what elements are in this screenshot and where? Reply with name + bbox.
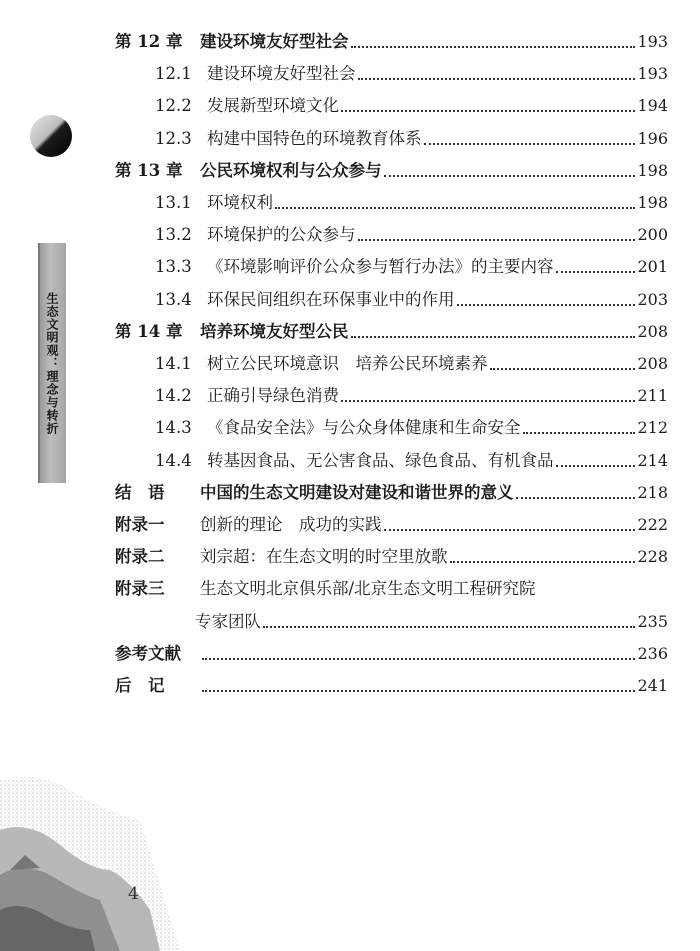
toc-row [115,632,668,664]
toc-leader [351,335,636,338]
toc-title: 刘宗超：在生态文明的时空里放歌 [200,547,448,567]
toc-leader [516,496,636,499]
toc-number: 12.2 [155,96,192,116]
toc-row [155,278,668,310]
toc-title: 专家团队 [195,611,261,631]
toc-leader [263,625,635,628]
toc-row [155,117,668,149]
toc-page-number: 222 [637,515,668,534]
toc-leader [457,303,636,306]
toc-title: 《食品安全法》与公众身体健康和生命安全 [207,418,521,438]
toc-row [115,310,668,342]
toc-number: 第 14 章 [115,321,183,341]
toc-number: 14.4 [155,450,192,470]
toc-title: 环境保护的公众参与 [207,225,356,245]
toc-row [155,52,668,84]
side-tab-label: 生态文明观：理念与转折 [45,292,59,435]
toc-row [155,245,668,277]
toc-leader [424,142,636,145]
toc-title: 中国的生态文明建设对建设和谐世界的意义 [200,482,514,502]
toc-leader [202,657,635,660]
toc-title: 环境权利 [207,193,273,212]
toc-page-number: 208 [637,321,668,341]
toc-page-number: 208 [637,354,668,373]
toc-page-number: 241 [637,676,668,695]
toc-page-number: 194 [637,96,668,116]
toc-number: 13.1 [155,193,192,212]
toc-title: 建设环境友好型社会 [207,64,356,84]
toc-row [155,406,668,438]
toc-leader [450,560,636,563]
toc-number: 附录一 [115,515,165,534]
toc-number: 结 语 [115,482,165,502]
toc-row [155,439,668,471]
toc-row [115,567,668,599]
toc-row [155,342,668,374]
toc-row [155,181,668,213]
toc-page-number: 235 [637,611,668,631]
toc-number: 后 记 [115,676,165,695]
toc-leader [351,45,636,48]
toc-page-number: 198 [637,193,668,212]
toc-number: 12.1 [155,64,192,84]
toc-leader [341,399,635,402]
toc-number: 第 13 章 [115,160,183,180]
toc-title: 生态文明北京俱乐部/北京生态文明工程研究院 [200,579,536,599]
toc-leader [523,431,636,434]
toc-title: 转基因食品、无公害食品、绿色食品、有机食品 [207,450,554,470]
toc-number: 附录三 [115,579,165,599]
page-number: 4 [128,884,139,904]
toc-leader [490,367,636,370]
toc-number: 14.2 [155,386,192,406]
toc-page-number: 203 [637,289,668,309]
toc-page-number: 218 [637,482,668,502]
toc-page-number: 196 [637,128,668,148]
toc-number: 参考文献 [115,643,181,663]
toc-page-number: 193 [637,32,668,51]
toc-number: 13.3 [155,257,192,277]
toc-row [115,471,668,503]
toc-page-number: 236 [637,643,668,663]
toc-title: 树立公民环境意识 培养公民环境素养 [207,354,488,373]
toc-number: 13.4 [155,289,192,309]
toc-leader [358,77,636,80]
toc-page-number: 200 [637,225,668,245]
toc-title: 构建中国特色的环境教育体系 [207,128,422,148]
landscape-decoration [0,760,180,951]
toc-row [155,374,668,406]
toc-page-number: 212 [637,418,668,438]
toc-number: 13.2 [155,225,192,245]
toc-number: 12.3 [155,128,192,148]
toc-number: 14.3 [155,418,192,438]
toc-title: 《环境影响评价公众参与暂行办法》的主要内容 [207,257,554,277]
toc-page-number: 193 [637,64,668,84]
toc-title: 公民环境权利与公众参与 [200,160,382,180]
toc-leader [384,174,636,177]
toc-row [115,535,668,567]
toc-leader [358,238,636,241]
toc-page-number: 214 [637,450,668,470]
toc-row [115,20,668,52]
toc-leader [341,109,635,112]
toc-row [195,600,668,632]
toc-row [155,213,668,245]
toc-leader [202,689,635,692]
toc-title: 建设环境友好型社会 [200,32,349,51]
toc-title: 正确引导绿色消费 [207,386,339,406]
toc-title: 发展新型环境文化 [207,96,339,116]
toc-title: 创新的理论 成功的实践 [200,515,382,534]
toc-page-number: 211 [637,386,668,406]
toc-page-number: 228 [637,547,668,567]
toc-row [155,84,668,116]
toc-number: 附录二 [115,547,165,567]
toc-leader [556,464,636,467]
toc-page-number: 201 [637,257,668,277]
toc-page-number: 198 [637,160,668,180]
toc-row [115,503,668,535]
toc-row [115,149,668,181]
toc-leader [275,206,635,209]
toc-title: 环保民间组织在环保事业中的作用 [207,289,455,309]
toc-title: 培养环境友好型公民 [200,321,349,341]
toc-number: 第 12 章 [115,32,183,51]
toc-number: 14.1 [155,354,192,373]
toc-row [115,664,668,696]
toc-leader [384,528,636,531]
toc-leader [556,270,636,273]
